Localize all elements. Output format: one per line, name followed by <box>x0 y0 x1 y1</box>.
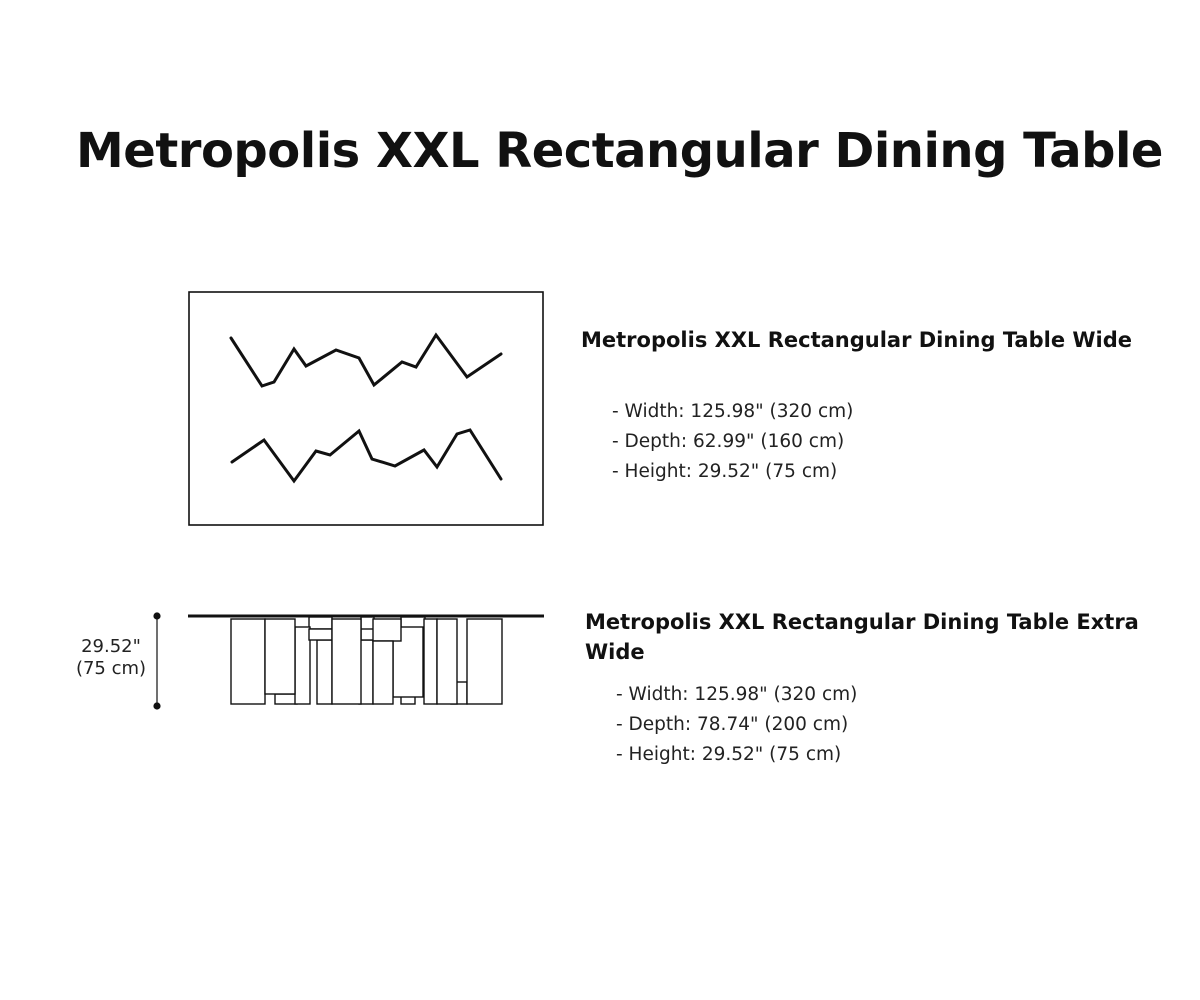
base-block <box>437 619 457 704</box>
dimension-list <box>581 397 1141 487</box>
spec-width: - Width: 125.98" (320 cm) <box>612 401 854 422</box>
table-top-view-diagram <box>188 291 545 527</box>
base-block <box>361 617 374 630</box>
base-block <box>361 629 374 640</box>
base-block <box>424 619 437 704</box>
spec-height: - Height: 29.52" (75 cm) <box>616 744 842 765</box>
base-block <box>275 694 297 704</box>
page-title: Metropolis XXL Rectangular Dining Table <box>76 123 1163 179</box>
tabletop-outline <box>189 292 543 525</box>
variant-title: Metropolis XXL Rectangular Dining Table Wide <box>581 328 1133 352</box>
dimension-end-dot <box>153 702 160 709</box>
spec-depth: - Depth: 62.99" (160 cm) <box>612 431 845 452</box>
spec-depth: - Depth: 78.74" (200 cm) <box>616 714 849 735</box>
base-block <box>231 619 265 704</box>
base-block <box>373 619 401 641</box>
base-block <box>309 629 332 640</box>
base-zigzag-upper <box>231 335 501 386</box>
height-cm: (75 cm) <box>75 658 147 679</box>
base-block <box>265 619 295 694</box>
spec-width: - Width: 125.98" (320 cm) <box>616 684 858 705</box>
height-dimension-label <box>66 636 156 680</box>
base-block <box>295 627 310 704</box>
base-block <box>467 619 502 704</box>
variant-wide-specs <box>581 325 1141 487</box>
table-side-view-diagram <box>187 612 547 710</box>
base-zigzag-lower <box>232 430 501 481</box>
base-block <box>332 619 361 704</box>
base-block <box>317 640 332 704</box>
base-block <box>309 617 332 629</box>
spec-height: - Height: 29.52" (75 cm) <box>612 461 838 482</box>
base-block <box>373 641 393 704</box>
dimension-end-dot <box>153 612 160 619</box>
variant-title: Metropolis XXL Rectangular Dining Table Extra Wide <box>585 610 1139 664</box>
dimension-list <box>585 680 1145 770</box>
variant-extra-wide-specs <box>585 607 1145 770</box>
height-inches: 29.52" <box>81 636 141 657</box>
